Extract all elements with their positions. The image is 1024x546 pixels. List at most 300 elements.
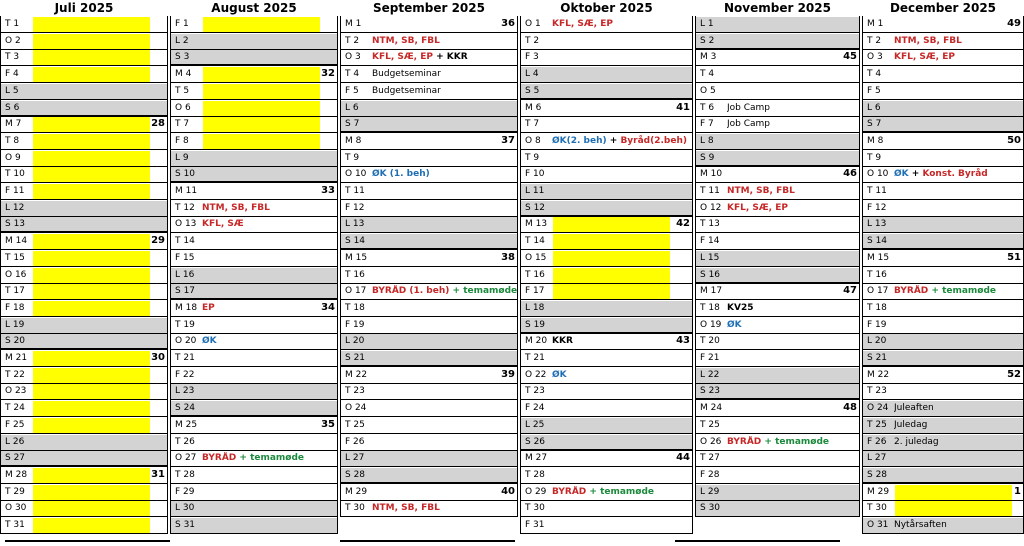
day-label: L 2 [175, 35, 189, 46]
day-row[interactable] [170, 234, 338, 250]
day-events [552, 135, 687, 148]
day-row[interactable] [340, 17, 518, 33]
day-row[interactable] [520, 435, 693, 451]
day-row[interactable] [340, 34, 518, 50]
day-row[interactable] [520, 334, 693, 350]
day-label: T 14 [175, 236, 195, 247]
day-row[interactable] [170, 435, 338, 451]
day-row[interactable] [340, 234, 518, 250]
day-row[interactable] [0, 334, 168, 350]
day-row[interactable] [170, 34, 338, 50]
day-label: L 27 [867, 453, 887, 464]
day-label: S 21 [867, 353, 888, 363]
day-row[interactable] [170, 451, 338, 467]
day-row[interactable] [520, 384, 693, 400]
day-row[interactable] [0, 301, 168, 317]
day-row[interactable] [520, 134, 693, 150]
day-row[interactable] [170, 101, 338, 117]
day-row[interactable] [695, 201, 860, 217]
day-label: F 19 [867, 319, 887, 330]
week-number: 49 [1007, 18, 1021, 29]
day-row[interactable] [862, 151, 1024, 167]
day-row[interactable] [170, 201, 338, 217]
day-row[interactable] [0, 34, 168, 50]
event-text: Budgetseminar [372, 69, 441, 80]
day-row[interactable] [695, 334, 860, 350]
day-row[interactable] [695, 217, 860, 233]
day-label: F 1 [175, 19, 189, 29]
day-row[interactable] [0, 518, 168, 534]
day-row[interactable] [862, 368, 1024, 384]
day-label: M 3 [700, 52, 717, 63]
day-label: O 6 [175, 102, 191, 113]
day-row[interactable] [340, 134, 518, 150]
day-label: T 19 [175, 319, 195, 330]
day-row[interactable] [340, 451, 518, 467]
day-row[interactable] [340, 217, 518, 233]
day-label: T 18 [867, 302, 887, 313]
week-number: 52 [1007, 368, 1021, 380]
day-row[interactable] [520, 318, 693, 334]
day-label: L 1 [700, 19, 714, 29]
month-title: Juli 2025 [54, 1, 114, 15]
week-number: 45 [843, 51, 857, 63]
day-row[interactable] [520, 34, 693, 50]
day-row[interactable] [170, 67, 338, 83]
holiday-highlight [33, 251, 150, 266]
day-row[interactable] [520, 101, 693, 117]
day-row[interactable] [340, 284, 518, 300]
day-row[interactable] [340, 468, 518, 484]
day-label: M 25 [175, 419, 198, 430]
day-label: O 1 [525, 19, 541, 29]
day-row[interactable] [520, 401, 693, 417]
day-row[interactable] [0, 101, 168, 117]
day-label: M 24 [700, 403, 723, 414]
day-row[interactable] [0, 17, 168, 33]
day-label: F 12 [345, 202, 365, 213]
day-row[interactable] [862, 468, 1024, 484]
day-label: T 4 [867, 69, 882, 80]
holiday-highlight [553, 251, 670, 266]
day-row[interactable] [170, 485, 338, 501]
day-row[interactable] [0, 384, 168, 400]
day-row[interactable] [695, 34, 860, 50]
day-label: M 20 [525, 336, 548, 347]
column-border-right [692, 16, 693, 534]
day-row[interactable] [695, 435, 860, 451]
day-row[interactable] [520, 67, 693, 83]
day-label: L 30 [175, 503, 195, 514]
day-row[interactable] [340, 201, 518, 217]
week-number: 28 [151, 118, 165, 130]
holiday-highlight [895, 501, 1012, 516]
week-number: 44 [676, 452, 690, 464]
day-row[interactable] [340, 50, 518, 66]
day-row[interactable] [170, 401, 338, 417]
day-row[interactable] [862, 50, 1024, 66]
day-row[interactable] [0, 201, 168, 217]
day-label: O 29 [525, 486, 547, 497]
day-label: M 29 [867, 486, 890, 497]
day-row[interactable] [695, 468, 860, 484]
day-row[interactable] [862, 184, 1024, 200]
day-label: M 22 [345, 369, 368, 380]
day-row[interactable] [862, 134, 1024, 150]
day-row[interactable] [170, 117, 338, 133]
day-label: S 23 [700, 386, 721, 397]
event-text: NTM, SB, FBL [372, 35, 440, 46]
day-row[interactable] [695, 318, 860, 334]
day-row[interactable] [520, 84, 693, 100]
day-row[interactable] [862, 201, 1024, 217]
day-row[interactable] [862, 334, 1024, 350]
event-text: ØK [552, 369, 567, 380]
week-number: 42 [676, 218, 690, 230]
holiday-highlight [33, 234, 150, 249]
day-row[interactable] [340, 184, 518, 200]
day-row[interactable] [862, 101, 1024, 117]
day-label: T 23 [345, 386, 365, 397]
column-border-left [520, 16, 521, 534]
day-row[interactable] [695, 17, 860, 33]
day-row[interactable] [862, 451, 1024, 467]
day-events [727, 118, 770, 131]
day-row[interactable] [170, 17, 338, 33]
day-row[interactable] [0, 217, 168, 233]
event-text: NTM, SB, FBL [372, 503, 440, 514]
day-row[interactable] [520, 301, 693, 317]
day-label: F 31 [525, 520, 545, 530]
day-label: S 7 [867, 119, 882, 130]
day-row[interactable] [0, 184, 168, 200]
day-row[interactable] [862, 268, 1024, 284]
day-label: L 18 [525, 302, 545, 313]
day-row[interactable] [695, 251, 860, 267]
day-row[interactable] [340, 318, 518, 334]
day-row[interactable] [0, 418, 168, 434]
day-row[interactable] [170, 518, 338, 534]
day-label: S 5 [525, 85, 540, 96]
day-row[interactable] [862, 384, 1024, 400]
day-label: S 26 [525, 436, 546, 447]
day-row[interactable] [695, 368, 860, 384]
day-row[interactable] [695, 101, 860, 117]
event-text: BYRÅD [202, 453, 237, 464]
day-label: S 6 [5, 102, 20, 113]
day-row[interactable] [695, 501, 860, 517]
day-row[interactable] [340, 117, 518, 133]
day-events [372, 35, 440, 48]
day-row[interactable] [862, 117, 1024, 133]
day-row[interactable] [695, 134, 860, 150]
day-row[interactable] [520, 251, 693, 267]
day-label: L 16 [175, 269, 195, 280]
day-label: T 22 [5, 369, 25, 380]
day-row[interactable] [695, 117, 860, 133]
day-row[interactable] [695, 167, 860, 183]
day-row[interactable] [520, 184, 693, 200]
day-label: O 19 [700, 319, 722, 330]
week-number: 29 [151, 235, 165, 247]
day-row[interactable] [862, 17, 1024, 33]
week-number: 35 [321, 418, 335, 430]
day-row[interactable] [340, 435, 518, 451]
day-row[interactable] [340, 167, 518, 183]
day-row[interactable] [170, 351, 338, 367]
day-row[interactable] [170, 151, 338, 167]
day-row[interactable] [520, 501, 693, 517]
week-number: 34 [321, 301, 335, 313]
day-row[interactable] [0, 501, 168, 517]
day-row[interactable] [340, 67, 518, 83]
day-row[interactable] [170, 167, 338, 183]
day-row[interactable] [0, 451, 168, 467]
day-row[interactable] [170, 50, 338, 66]
day-row[interactable] [170, 501, 338, 517]
day-row[interactable] [0, 485, 168, 501]
day-row[interactable] [340, 368, 518, 384]
day-row[interactable] [0, 435, 168, 451]
event-text: Konst. Byråd [922, 169, 988, 180]
day-events [372, 85, 441, 98]
day-row[interactable] [170, 301, 338, 317]
day-row[interactable] [695, 351, 860, 367]
day-label: T 30 [867, 503, 887, 514]
day-row[interactable] [170, 251, 338, 267]
day-label: M 22 [867, 369, 890, 380]
day-label: L 12 [5, 202, 25, 213]
month-title: August 2025 [211, 1, 297, 15]
day-label: L 25 [525, 419, 545, 430]
week-number: 38 [501, 251, 515, 263]
day-row[interactable] [520, 351, 693, 367]
day-label: S 24 [175, 403, 196, 414]
day-row[interactable] [170, 84, 338, 100]
day-label: M 14 [5, 236, 28, 247]
day-label: T 18 [700, 302, 720, 313]
holiday-highlight [203, 117, 320, 132]
day-row[interactable] [695, 84, 860, 100]
holiday-highlight [33, 518, 150, 533]
day-row[interactable] [170, 384, 338, 400]
day-row[interactable] [862, 485, 1024, 501]
day-label: L 8 [700, 135, 714, 146]
day-row[interactable] [0, 268, 168, 284]
day-label: F 3 [525, 52, 539, 63]
day-row[interactable] [0, 368, 168, 384]
day-events [202, 202, 270, 215]
day-row[interactable] [170, 368, 338, 384]
day-row[interactable] [170, 268, 338, 284]
day-row[interactable] [695, 384, 860, 400]
day-label: O 13 [175, 219, 197, 230]
day-row[interactable] [340, 334, 518, 350]
day-row[interactable] [695, 50, 860, 66]
day-events [202, 302, 215, 315]
day-row[interactable] [170, 468, 338, 484]
day-row[interactable] [520, 201, 693, 217]
day-row[interactable] [520, 518, 693, 534]
week-number: 48 [843, 402, 857, 414]
day-row[interactable] [695, 401, 860, 417]
day-row[interactable] [0, 401, 168, 417]
day-row[interactable] [0, 468, 168, 484]
footer-line [340, 540, 515, 542]
day-row[interactable] [520, 217, 693, 233]
day-row[interactable] [340, 485, 518, 501]
day-label: T 9 [345, 152, 360, 163]
holiday-highlight [33, 50, 150, 65]
day-row[interactable] [340, 268, 518, 284]
day-row[interactable] [0, 134, 168, 150]
week-number: 33 [321, 185, 335, 196]
day-events [894, 519, 947, 532]
event-text: Byråd(2.beh) [620, 135, 687, 146]
day-row[interactable] [340, 84, 518, 100]
day-row[interactable] [862, 301, 1024, 317]
day-row[interactable] [862, 217, 1024, 233]
day-label: T 16 [525, 269, 545, 280]
day-row[interactable] [695, 284, 860, 300]
day-row[interactable] [862, 435, 1024, 451]
day-row[interactable] [0, 117, 168, 133]
day-label: O 12 [700, 202, 722, 213]
day-row[interactable] [520, 268, 693, 284]
day-row[interactable] [340, 251, 518, 267]
week-number: 1 [1014, 485, 1021, 497]
day-label: T 11 [700, 186, 720, 196]
day-label: T 5 [175, 85, 190, 96]
day-label: T 30 [345, 503, 365, 514]
day-row[interactable] [695, 151, 860, 167]
day-label: M 11 [175, 186, 198, 196]
day-row[interactable] [862, 67, 1024, 83]
day-label: O 5 [700, 85, 716, 96]
day-row[interactable] [695, 485, 860, 501]
event-text: + [606, 135, 621, 146]
day-events [372, 51, 468, 64]
day-row[interactable] [0, 151, 168, 167]
day-row[interactable] [170, 318, 338, 334]
day-row[interactable] [862, 234, 1024, 250]
day-row[interactable] [340, 101, 518, 117]
event-text: + temamøde [761, 436, 830, 447]
day-label: T 29 [5, 486, 25, 497]
day-row[interactable] [695, 184, 860, 200]
day-row[interactable] [862, 518, 1024, 534]
day-row[interactable] [520, 368, 693, 384]
day-row[interactable] [0, 318, 168, 334]
day-row[interactable] [695, 418, 860, 434]
day-row[interactable] [520, 284, 693, 300]
day-row[interactable] [695, 234, 860, 250]
day-row[interactable] [520, 418, 693, 434]
day-label: S 9 [700, 152, 715, 163]
day-row[interactable] [862, 401, 1024, 417]
day-row[interactable] [520, 167, 693, 183]
day-row[interactable] [520, 50, 693, 66]
day-events [552, 369, 567, 382]
day-row[interactable] [862, 284, 1024, 300]
day-label: S 28 [345, 469, 366, 480]
day-row[interactable] [340, 384, 518, 400]
day-label: T 25 [867, 419, 887, 430]
day-row[interactable] [695, 67, 860, 83]
day-label: O 3 [345, 52, 361, 63]
day-events [727, 436, 829, 449]
day-row[interactable] [520, 234, 693, 250]
day-row[interactable] [0, 50, 168, 66]
day-row[interactable] [0, 251, 168, 267]
day-row[interactable] [0, 284, 168, 300]
day-row[interactable] [520, 151, 693, 167]
day-label: L 20 [867, 336, 887, 347]
day-row[interactable] [520, 17, 693, 33]
day-row[interactable] [170, 184, 338, 200]
day-row[interactable] [862, 318, 1024, 334]
day-row[interactable] [862, 418, 1024, 434]
day-row[interactable] [340, 301, 518, 317]
day-row[interactable] [340, 151, 518, 167]
day-row[interactable] [520, 485, 693, 501]
footer-line [675, 540, 840, 542]
day-row[interactable] [170, 284, 338, 300]
day-label: T 30 [525, 503, 545, 514]
day-row[interactable] [695, 268, 860, 284]
day-label: L 20 [345, 336, 365, 347]
day-label: O 24 [345, 403, 367, 414]
day-row[interactable] [520, 468, 693, 484]
day-row[interactable] [170, 217, 338, 233]
month-title: December 2025 [889, 1, 997, 15]
day-row[interactable] [0, 84, 168, 100]
day-label: T 15 [5, 252, 25, 263]
day-row[interactable] [340, 401, 518, 417]
day-row[interactable] [340, 418, 518, 434]
day-label: L 5 [5, 85, 19, 96]
day-row[interactable] [340, 501, 518, 517]
day-row[interactable] [695, 451, 860, 467]
day-row[interactable] [862, 84, 1024, 100]
day-row[interactable] [0, 234, 168, 250]
day-events [202, 335, 217, 348]
day-row[interactable] [170, 418, 338, 434]
day-label: F 5 [867, 85, 881, 96]
day-label: S 17 [175, 286, 196, 297]
day-row[interactable] [0, 67, 168, 83]
day-row[interactable] [520, 117, 693, 133]
day-row[interactable] [862, 251, 1024, 267]
day-row[interactable] [0, 351, 168, 367]
day-row[interactable] [862, 34, 1024, 50]
day-row[interactable] [170, 334, 338, 350]
holiday-highlight [33, 468, 150, 483]
day-row[interactable] [170, 134, 338, 150]
day-row[interactable] [520, 451, 693, 467]
day-row[interactable] [340, 351, 518, 367]
day-row[interactable] [862, 167, 1024, 183]
day-row[interactable] [0, 167, 168, 183]
day-row[interactable] [862, 501, 1024, 517]
day-label: T 9 [867, 152, 882, 163]
day-row[interactable] [862, 351, 1024, 367]
day-row[interactable] [695, 301, 860, 317]
day-label: F 29 [175, 486, 195, 497]
day-label: M 8 [345, 135, 362, 146]
day-label: F 15 [175, 252, 195, 263]
day-label: T 24 [5, 403, 25, 414]
